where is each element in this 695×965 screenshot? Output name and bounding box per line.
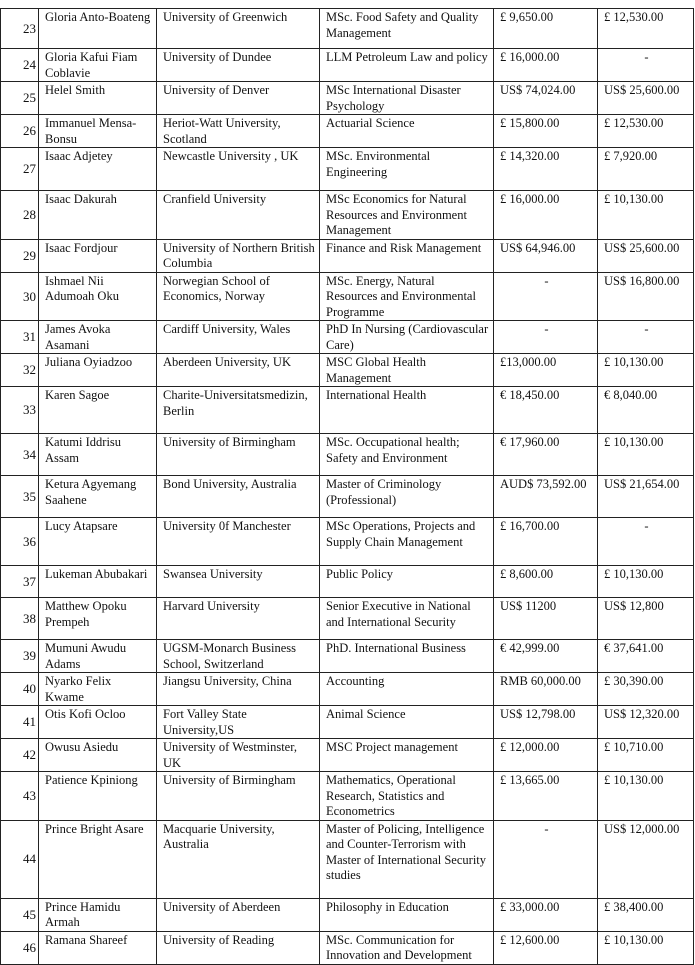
name-cell: Gloria Anto-Boateng <box>39 9 157 49</box>
university-cell: University of Northern British Columbia <box>157 239 320 272</box>
table-row <box>1 148 694 191</box>
name-cell: Otis Kofi Ocloo <box>39 706 157 739</box>
program-cell: MSc. Environmental Engineering <box>320 148 494 191</box>
tuition-fees-cell: US$ 64,946.00 <box>494 239 598 272</box>
university-cell: University of Birmingham <box>157 434 320 476</box>
university-cell: Macquarie University, Australia <box>157 820 320 898</box>
row-number-cell: 36 <box>1 518 39 566</box>
tuition-fees-cell: - <box>494 820 598 898</box>
tuition-fees-cell: US$ 12,798.00 <box>494 706 598 739</box>
program-cell: Finance and Risk Management <box>320 239 494 272</box>
table-row <box>1 598 694 640</box>
award-amount-cell: US$ 12,800 <box>598 598 694 640</box>
program-cell: Public Policy <box>320 566 494 598</box>
tuition-fees-cell: AUD$ 73,592.00 <box>494 476 598 518</box>
award-amount-cell: € 37,641.00 <box>598 640 694 673</box>
name-cell: Nyarko Felix Kwame <box>39 673 157 706</box>
program-cell: Master of Policing, Intelligence and Counter-Terrorism with Master of International Security studies <box>320 820 494 898</box>
name-cell: Prince Hamidu Armah <box>39 898 157 931</box>
table-row <box>1 272 694 321</box>
row-number-cell: 44 <box>1 820 39 898</box>
table-row <box>1 673 694 706</box>
name-cell: Isaac Dakurah <box>39 191 157 240</box>
award-amount-cell: £ 7,920.00 <box>598 148 694 191</box>
university-cell: Bond University, Australia <box>157 476 320 518</box>
program-cell: Accounting <box>320 673 494 706</box>
name-cell: Ketura Agyemang Saahene <box>39 476 157 518</box>
table-row <box>1 387 694 434</box>
program-cell: MSC Project management <box>320 739 494 772</box>
table-row <box>1 772 694 821</box>
row-number-cell: 27 <box>1 148 39 191</box>
program-cell: PhD In Nursing (Cardiovascular Care) <box>320 321 494 354</box>
award-amount-cell: £ 10,130.00 <box>598 354 694 387</box>
university-cell: University 0f Manchester <box>157 518 320 566</box>
name-cell: Prince Bright Asare <box>39 820 157 898</box>
tuition-fees-cell: € 17,960.00 <box>494 434 598 476</box>
tuition-fees-cell: - <box>494 272 598 321</box>
name-cell: Gloria Kafui Fiam Coblavie <box>39 49 157 82</box>
award-amount-cell: £ 10,130.00 <box>598 772 694 821</box>
row-number-cell: 46 <box>1 931 39 964</box>
program-cell: Actuarial Science <box>320 115 494 148</box>
program-cell: Senior Executive in National and International Security <box>320 598 494 640</box>
award-amount-cell: US$ 12,000.00 <box>598 820 694 898</box>
university-cell: Fort Valley State University,US <box>157 706 320 739</box>
program-cell: Animal Science <box>320 706 494 739</box>
row-number-cell: 28 <box>1 191 39 240</box>
tuition-fees-cell: £ 12,000.00 <box>494 739 598 772</box>
university-cell: University of Denver <box>157 82 320 115</box>
award-amount-cell: - <box>598 321 694 354</box>
row-number-cell: 43 <box>1 772 39 821</box>
award-amount-cell: € 8,040.00 <box>598 387 694 434</box>
tuition-fees-cell: £ 16,000.00 <box>494 49 598 82</box>
program-cell: MSc. Occupational health; Safety and Environment <box>320 434 494 476</box>
table-row <box>1 191 694 240</box>
tuition-fees-cell: € 42,999.00 <box>494 640 598 673</box>
row-number-cell: 31 <box>1 321 39 354</box>
tuition-fees-cell: £ 9,650.00 <box>494 9 598 49</box>
program-cell: Mathematics, Operational Research, Statistics and Econometrics <box>320 772 494 821</box>
program-cell: MSc. Food Safety and Quality Management <box>320 9 494 49</box>
tuition-fees-cell: £ 12,600.00 <box>494 931 598 964</box>
row-number-cell: 35 <box>1 476 39 518</box>
name-cell: Patience Kpiniong <box>39 772 157 821</box>
university-cell: University of Westminster, UK <box>157 739 320 772</box>
award-amount-cell: £ 38,400.00 <box>598 898 694 931</box>
award-amount-cell: £ 10,130.00 <box>598 191 694 240</box>
tuition-fees-cell: £ 33,000.00 <box>494 898 598 931</box>
row-number-cell: 40 <box>1 673 39 706</box>
row-number-cell: 25 <box>1 82 39 115</box>
university-cell: University of Birmingham <box>157 772 320 821</box>
award-amount-cell: - <box>598 518 694 566</box>
university-cell: Harvard University <box>157 598 320 640</box>
row-number-cell: 32 <box>1 354 39 387</box>
row-number-cell: 26 <box>1 115 39 148</box>
program-cell: MSC Global Health Management <box>320 354 494 387</box>
program-cell: Master of Criminology (Professional) <box>320 476 494 518</box>
name-cell: Ramana Shareef <box>39 931 157 964</box>
tuition-fees-cell: £ 14,320.00 <box>494 148 598 191</box>
row-number-cell: 23 <box>1 9 39 49</box>
tuition-fees-cell: £ 8,600.00 <box>494 566 598 598</box>
table-row <box>1 931 694 964</box>
program-cell: MSc Economics for Natural Resources and Environment Management <box>320 191 494 240</box>
program-cell: MSc. Energy, Natural Resources and Environmental Programme <box>320 272 494 321</box>
award-amount-cell: - <box>598 49 694 82</box>
university-cell: University of Reading <box>157 931 320 964</box>
tuition-fees-cell: - <box>494 321 598 354</box>
table-row <box>1 434 694 476</box>
row-number-cell: 38 <box>1 598 39 640</box>
table-row <box>1 321 694 354</box>
row-number-cell: 39 <box>1 640 39 673</box>
row-number-cell: 33 <box>1 387 39 434</box>
tuition-fees-cell: £ 16,700.00 <box>494 518 598 566</box>
university-cell: Heriot-Watt University, Scotland <box>157 115 320 148</box>
award-amount-cell: £ 10,130.00 <box>598 931 694 964</box>
tuition-fees-cell: £ 15,800.00 <box>494 115 598 148</box>
table-row <box>1 354 694 387</box>
tuition-fees-cell: US$ 74,024.00 <box>494 82 598 115</box>
university-cell: Newcastle University , UK <box>157 148 320 191</box>
university-cell: Cranfield University <box>157 191 320 240</box>
table-row <box>1 9 694 49</box>
university-cell: University of Aberdeen <box>157 898 320 931</box>
award-amount-cell: £ 10,130.00 <box>598 566 694 598</box>
name-cell: Matthew Opoku Prempeh <box>39 598 157 640</box>
tuition-fees-cell: £ 16,000.00 <box>494 191 598 240</box>
program-cell: MSc. Communication for Innovation and Development <box>320 931 494 964</box>
university-cell: University of Dundee <box>157 49 320 82</box>
university-cell: Cardiff University, Wales <box>157 321 320 354</box>
award-amount-cell: US$ 12,320.00 <box>598 706 694 739</box>
table-row <box>1 115 694 148</box>
award-amount-cell: £ 10,130.00 <box>598 434 694 476</box>
name-cell: Isaac Fordjour <box>39 239 157 272</box>
tuition-fees-cell: £ 13,665.00 <box>494 772 598 821</box>
row-number-cell: 45 <box>1 898 39 931</box>
row-number-cell: 42 <box>1 739 39 772</box>
row-number-cell: 41 <box>1 706 39 739</box>
award-amount-cell: US$ 25,600.00 <box>598 239 694 272</box>
name-cell: Owusu Asiedu <box>39 739 157 772</box>
table-row <box>1 820 694 898</box>
program-cell: PhD. International Business <box>320 640 494 673</box>
table-row <box>1 476 694 518</box>
name-cell: James Avoka Asamani <box>39 321 157 354</box>
award-amount-cell: £ 12,530.00 <box>598 115 694 148</box>
row-number-cell: 34 <box>1 434 39 476</box>
name-cell: Juliana Oyiadzoo <box>39 354 157 387</box>
row-number-cell: 30 <box>1 272 39 321</box>
program-cell: International Health <box>320 387 494 434</box>
table-row <box>1 49 694 82</box>
university-cell: Jiangsu University, China <box>157 673 320 706</box>
university-cell: UGSM-Monarch Business School, Switzerland <box>157 640 320 673</box>
university-cell: Charite-Universitatsmedizin, Berlin <box>157 387 320 434</box>
program-cell: LLM Petroleum Law and policy <box>320 49 494 82</box>
tuition-fees-cell: € 18,450.00 <box>494 387 598 434</box>
university-cell: Swansea University <box>157 566 320 598</box>
row-number-cell: 37 <box>1 566 39 598</box>
table-row <box>1 739 694 772</box>
tuition-fees-cell: RMB 60,000.00 <box>494 673 598 706</box>
name-cell: Helel Smith <box>39 82 157 115</box>
table-row <box>1 82 694 115</box>
tuition-fees-cell: US$ 11200 <box>494 598 598 640</box>
name-cell: Isaac Adjetey <box>39 148 157 191</box>
university-cell: Aberdeen University, UK <box>157 354 320 387</box>
award-amount-cell: £ 30,390.00 <box>598 673 694 706</box>
row-number-cell: 29 <box>1 239 39 272</box>
name-cell: Ishmael Nii Adumoah Oku <box>39 272 157 321</box>
university-cell: Norwegian School of Economics, Norway <box>157 272 320 321</box>
table-row <box>1 640 694 673</box>
table-body <box>1 9 694 965</box>
program-cell: MSc Operations, Projects and Supply Chain Management <box>320 518 494 566</box>
table-row <box>1 566 694 598</box>
award-amount-cell: US$ 21,654.00 <box>598 476 694 518</box>
name-cell: Mumuni Awudu Adams <box>39 640 157 673</box>
table-row <box>1 518 694 566</box>
table-row <box>1 706 694 739</box>
program-cell: MSc International Disaster Psychology <box>320 82 494 115</box>
name-cell: Immanuel Mensa-Bonsu <box>39 115 157 148</box>
award-amount-cell: US$ 25,600.00 <box>598 82 694 115</box>
name-cell: Lukeman Abubakari <box>39 566 157 598</box>
row-number-cell: 24 <box>1 49 39 82</box>
table-row <box>1 239 694 272</box>
name-cell: Karen Sagoe <box>39 387 157 434</box>
name-cell: Katumi Iddrisu Assam <box>39 434 157 476</box>
table-row <box>1 898 694 931</box>
award-amount-cell: £ 12,530.00 <box>598 9 694 49</box>
scholarship-table <box>0 8 694 965</box>
program-cell: Philosophy in Education <box>320 898 494 931</box>
award-amount-cell: US$ 16,800.00 <box>598 272 694 321</box>
tuition-fees-cell: £13,000.00 <box>494 354 598 387</box>
university-cell: University of Greenwich <box>157 9 320 49</box>
name-cell: Lucy Atapsare <box>39 518 157 566</box>
award-amount-cell: £ 10,710.00 <box>598 739 694 772</box>
